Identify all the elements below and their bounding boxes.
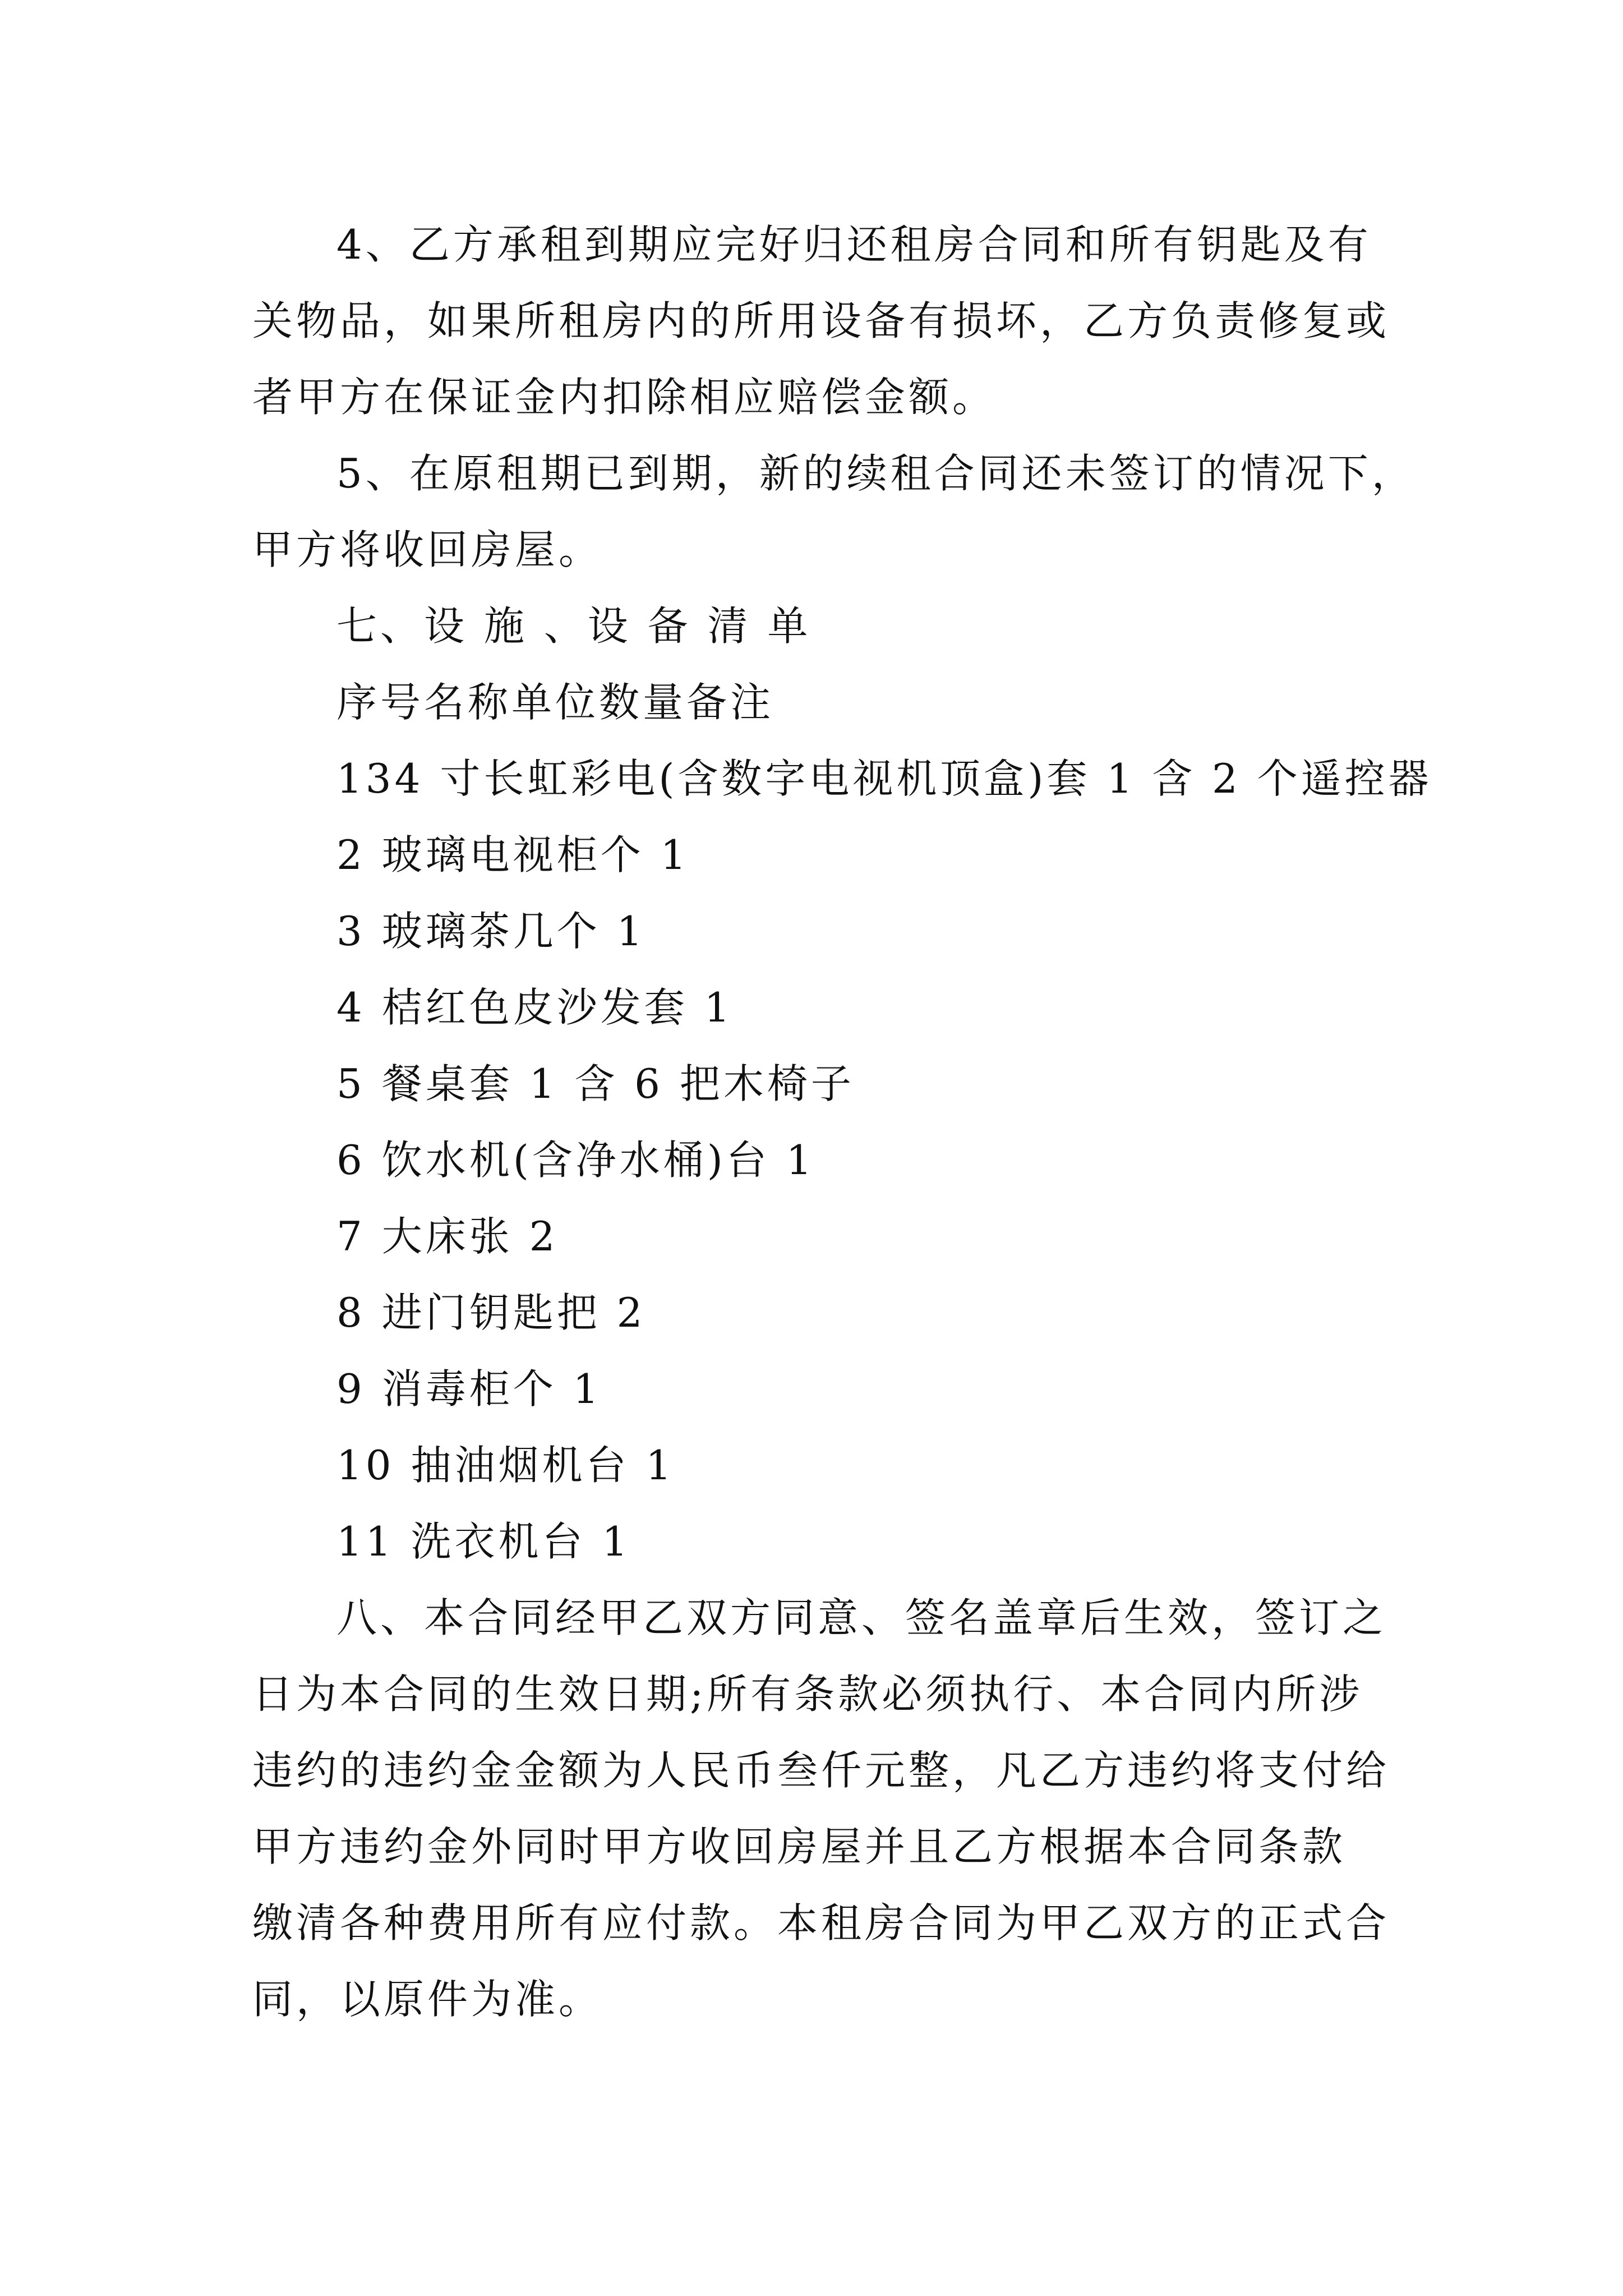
equipment-item-6: 6 饮水机(含净水桶)台 1 bbox=[336, 1137, 815, 1184]
equipment-item-3: 3 玻璃茶几个 1 bbox=[336, 908, 646, 955]
equipment-item-10: 10 抽油烟机台 1 bbox=[336, 1442, 675, 1489]
equipment-item-8: 8 进门钥匙把 2 bbox=[336, 1289, 646, 1336]
section-8-line-3: 违约的违约金金额为人民币叁仟元整，凡乙方违约将支付给 bbox=[252, 1747, 1390, 1794]
clause-4-line-2: 关物品，如果所租房内的所用设备有损坏，乙方负责修复或 bbox=[252, 297, 1390, 344]
equipment-item-11: 11 洗衣机台 1 bbox=[336, 1518, 631, 1565]
clause-5-line-2: 甲方将收回房屋。 bbox=[252, 526, 603, 573]
clause-4-line-1: 4、乙方承租到期应完好归还租房合同和所有钥匙及有 bbox=[336, 221, 1372, 268]
equipment-item-5: 5 餐桌套 1 含 6 把木椅子 bbox=[336, 1060, 855, 1107]
equipment-item-1: 134 寸长虹彩电(含数字电视机顶盒)套 1 含 2 个遥控器 bbox=[336, 755, 1432, 802]
equipment-list-header: 序号名称单位数量备注 bbox=[336, 679, 774, 726]
equipment-item-4: 4 桔红色皮沙发套 1 bbox=[336, 984, 734, 1031]
section-8-line-5: 缴清各种费用所有应付款。本租房合同为甲乙双方的正式合 bbox=[252, 1899, 1390, 1947]
equipment-item-2: 2 玻璃电视柜个 1 bbox=[336, 831, 690, 878]
section-8-line-6: 同，以原件为准。 bbox=[252, 1976, 603, 2023]
clause-5-line-1: 5、在原租期已到期，新的续租合同还未签订的情况下， bbox=[336, 450, 1415, 497]
equipment-item-7: 7 大床张 2 bbox=[336, 1213, 559, 1260]
clause-4-line-3: 者甲方在保证金内扣除相应赔偿金额。 bbox=[252, 374, 997, 421]
section-7-heading: 七、设 施 、设 备 清 单 bbox=[336, 602, 811, 650]
section-8-line-4: 甲方违约金外同时甲方收回房屋并且乙方根据本合同条款 bbox=[252, 1823, 1347, 1870]
equipment-item-9: 9 消毒柜个 1 bbox=[336, 1365, 602, 1412]
section-8-line-1: 八、本合同经甲乙双方同意、签名盖章后生效，签订之 bbox=[336, 1594, 1387, 1641]
section-8-line-2: 日为本合同的生效日期;所有条款必须执行、本合同内所涉 bbox=[252, 1671, 1363, 1718]
